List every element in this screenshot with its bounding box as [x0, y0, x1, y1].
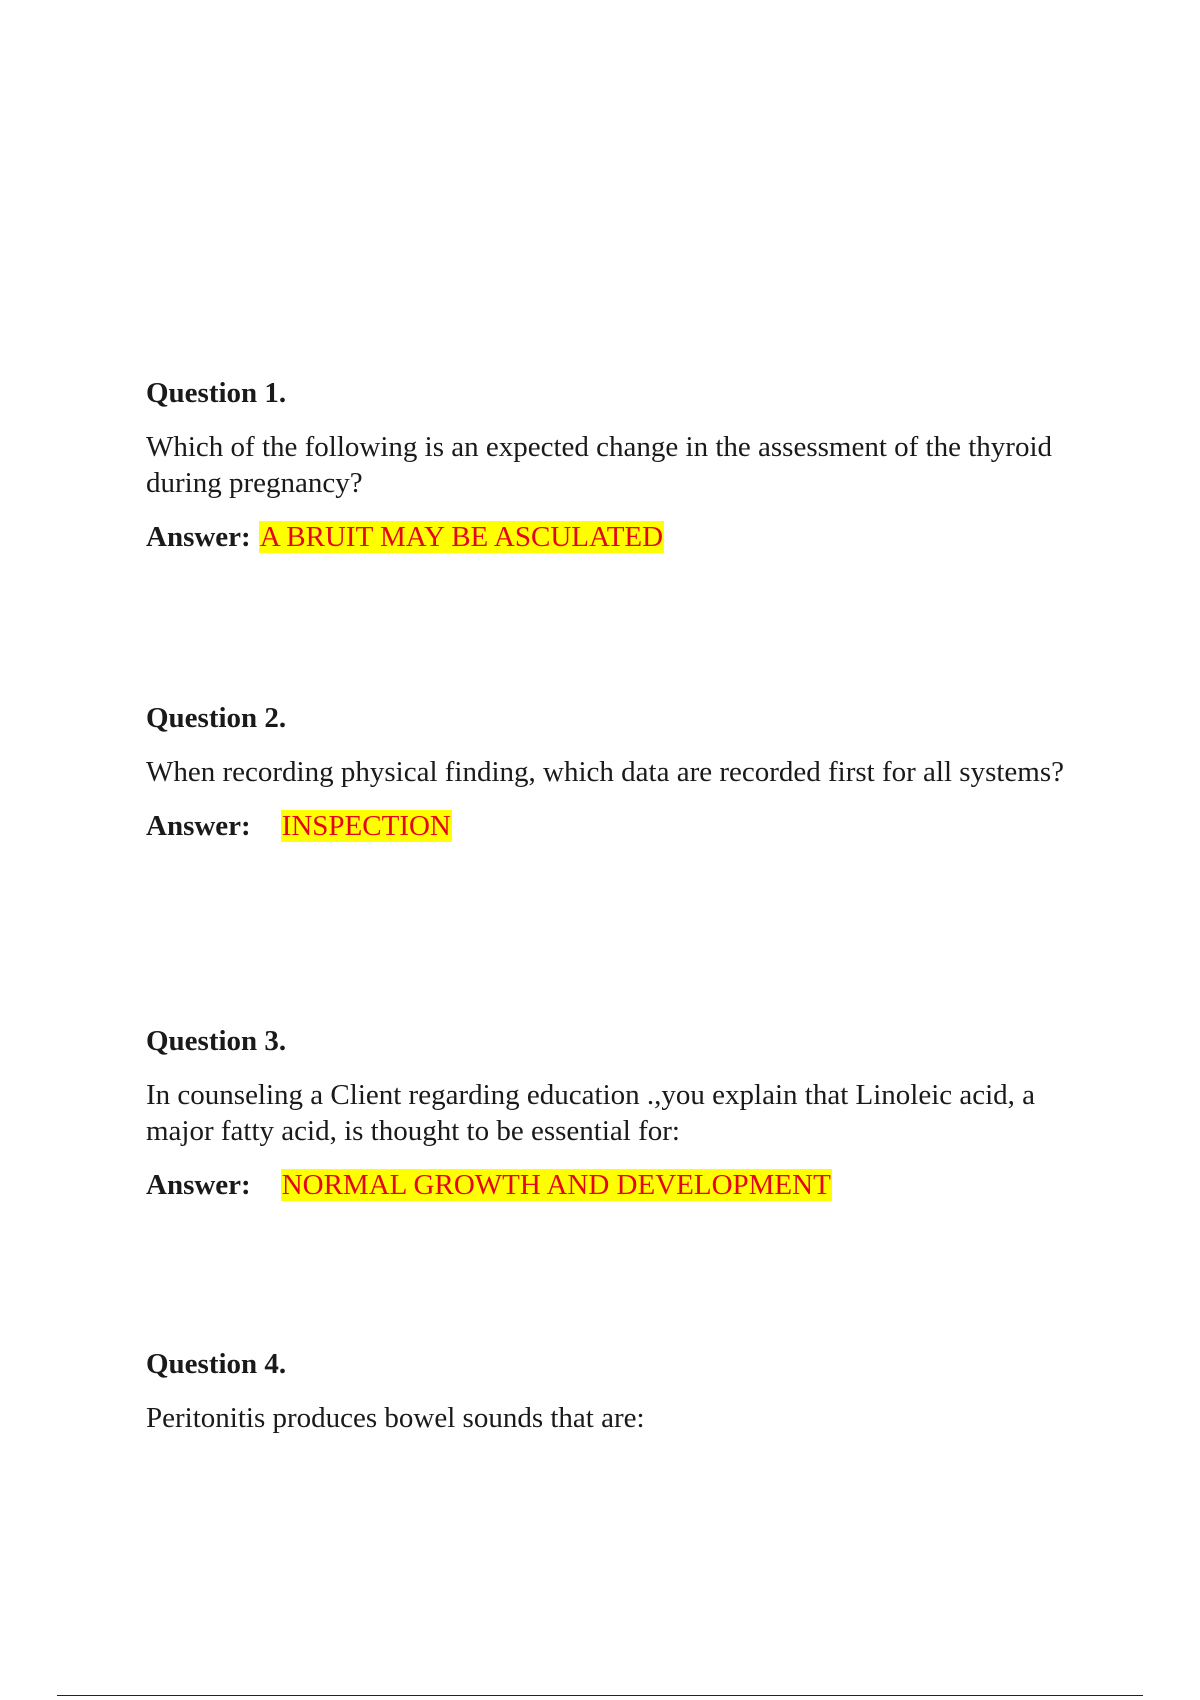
- answer-line: [146, 1167, 1076, 1203]
- question-block-4: [146, 1346, 1076, 1436]
- question-text: Which of the following is an expected change in the assessment of the thyroid during pregnancy?: [146, 431, 1052, 499]
- question-block-1: [146, 375, 1076, 555]
- answer-value: A BRUIT MAY BE ASCULATED: [259, 521, 664, 553]
- question-heading: Question 1.: [146, 377, 287, 409]
- answer-line: [146, 808, 1076, 844]
- bottom-divider: [57, 1695, 1143, 1696]
- answer-line: [146, 519, 1076, 555]
- answer-label: Answer:: [146, 1169, 251, 1201]
- answer-value: NORMAL GROWTH AND DEVELOPMENT: [281, 1169, 831, 1201]
- question-block-2: [146, 700, 1076, 844]
- question-heading: Question 3.: [146, 1025, 287, 1057]
- answer-value: INSPECTION: [281, 810, 451, 842]
- question-text: When recording physical finding, which data are recorded first for all systems?: [146, 756, 1065, 788]
- question-heading: Question 4.: [146, 1348, 287, 1380]
- answer-label: Answer:: [146, 810, 251, 842]
- question-text: Peritonitis produces bowel sounds that are:: [146, 1402, 645, 1434]
- question-heading: Question 2.: [146, 702, 287, 734]
- question-block-3: [146, 1023, 1076, 1203]
- answer-label: Answer:: [146, 521, 251, 553]
- question-text: In counseling a Client regarding education .,you explain that Linoleic acid, a major fatty acid, is thought to be essential for:: [146, 1079, 1036, 1147]
